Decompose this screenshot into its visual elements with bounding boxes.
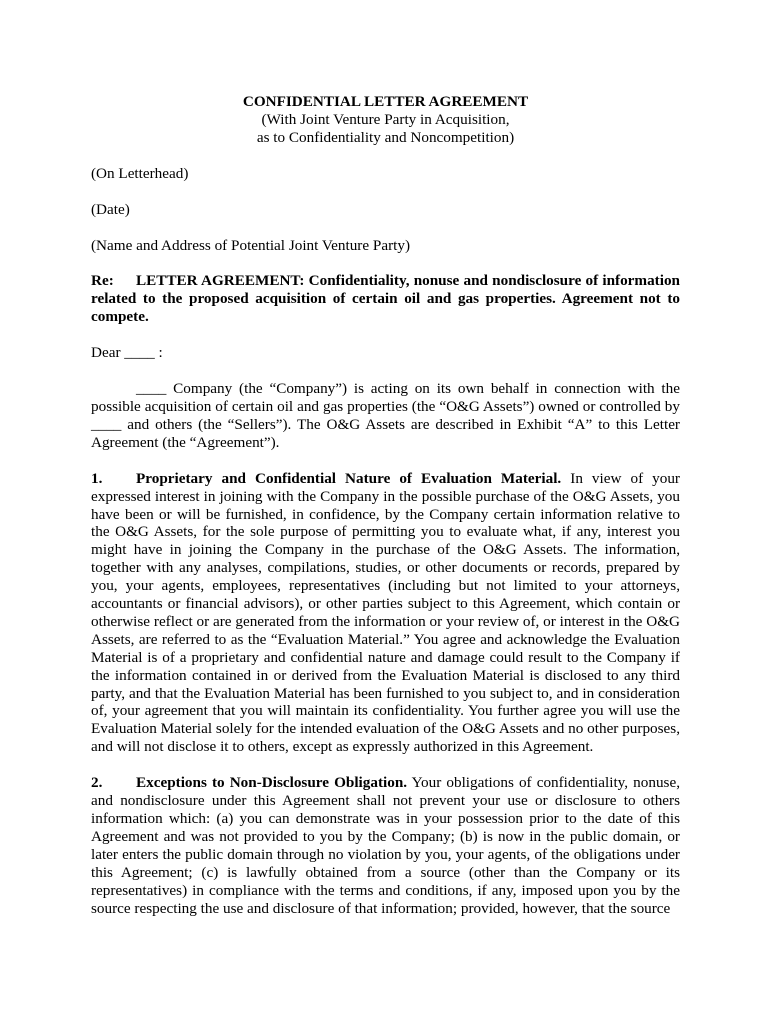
date-placeholder: (Date) bbox=[91, 200, 130, 218]
title-line-3: as to Confidentiality and Noncompetition) bbox=[256, 128, 515, 146]
letterhead-placeholder: (On Letterhead) bbox=[91, 164, 189, 182]
section-2-number: 2. bbox=[91, 774, 103, 792]
section-1 bbox=[91, 470, 680, 757]
section-1-number: 1. bbox=[91, 469, 103, 487]
intro-paragraph: ____ Company (the “Company”) is acting on its own behalf in connection with the possible acquisition of certain oil and gas properties (the “O&G Assets”) owned or controlled by ____ and others (the “Sellers”). The O&G Assets are described in Exhibit “A” to this Letter Agreement (the “Agreement”). bbox=[91, 380, 680, 451]
salutation: Dear ____ : bbox=[91, 344, 163, 362]
re-line bbox=[91, 272, 680, 326]
re-label: Re: bbox=[91, 272, 114, 290]
title-line-1: CONFIDENTIAL LETTER AGREEMENT bbox=[242, 93, 529, 110]
document-title bbox=[91, 93, 680, 147]
document-page bbox=[91, 93, 680, 935]
addressee-placeholder: (Name and Address of Potential Joint Venture Party) bbox=[91, 236, 411, 254]
title-line-2: (With Joint Venture Party in Acquisition, bbox=[261, 110, 510, 128]
re-text: LETTER AGREEMENT: Confidentiality, nonuse and nondisclosure of information related to the proposed acquisition of certain oil and gas properties. Agreement not to compete. bbox=[91, 272, 680, 326]
section-2-body: Your obligations of confidentiality, nonuse, and nondisclosure under this Agreement shall not prevent your use or disclosure to others information which: (a) you can demonstrate was in your possession prior to the date of this Agreement and was not provided to you by the Company; (b) is now in the public domain, or later enters the public domain through no violation by you, your agents, of the obligations under this Agreement; (c) is lawfully obtained from a source (other than the Company or its representatives) in compliance with the terms and conditions, if any, imposed upon you by the source respecting the use and disclosure of that information; provided, however, that the source bbox=[91, 774, 680, 917]
section-1-body: In view of your expressed interest in joining with the Company in the possible purchase of the O&G Assets, you have been or will be furnished, in confidence, by the Company certain information relative to the O&G Assets, for the sole purpose of permitting you to evaluate what, if any, interest you might have in joining the Company in the purchase of the O&G Assets. The information, together with any analyses, compilations, studies, or other documents or records, prepared by you, your agents, employees, representatives (including but not limited to your attorneys, accountants or financial advisors), or other parties subject to this Agreement, which contain or otherwise reflect or are generated from the information or your review of, or interest in the O&G Assets, are referred to as the “Evaluation Material.” You agree and acknowledge the Evaluation Material is of a proprietary and confidential nature and damage could result to the Company if the information contained in or derived from the Evaluation Material is disclosed to any third party, and that the Evaluation Material has been furnished to you subject to, and in consideration of, your agreement that you will maintain its confidentiality. You further agree you will use the Evaluation Material solely for the intended evaluation of the O&G Assets and no other purposes, and will not disclose it to others, except as expressly authorized in this Agreement. bbox=[91, 469, 680, 756]
section-2 bbox=[91, 774, 680, 917]
section-2-heading: Exceptions to Non-Disclosure Obligation. bbox=[136, 774, 408, 792]
section-1-heading: Proprietary and Confidential Nature of Evaluation Material. bbox=[136, 469, 562, 487]
